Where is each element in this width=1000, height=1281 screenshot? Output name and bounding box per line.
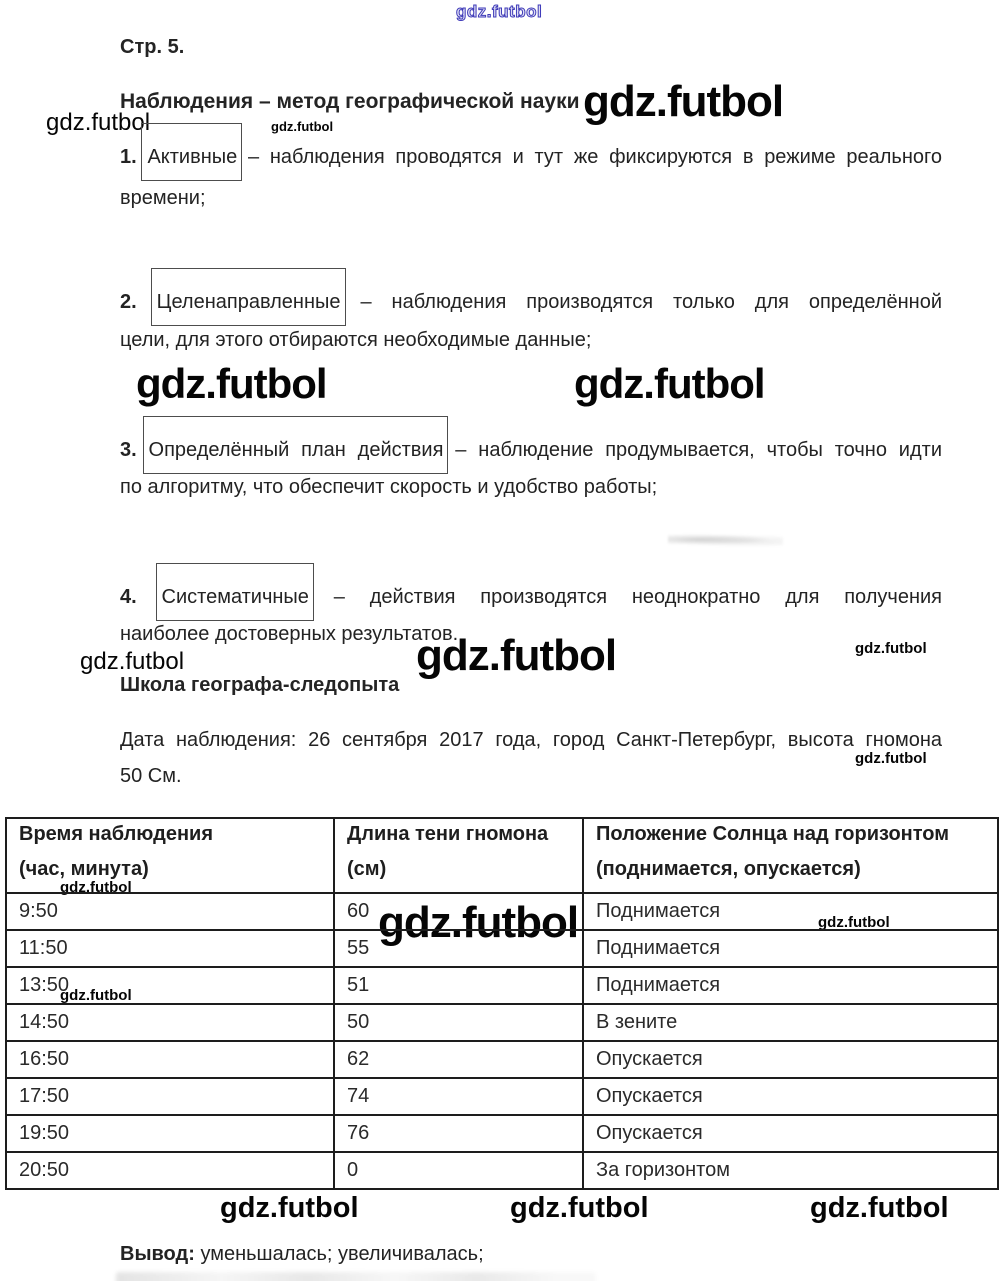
item-2-number: 2. — [120, 291, 137, 313]
conclusion-text: уменьшалась; увеличивалась; — [200, 1243, 484, 1265]
page-title: Наблюдения – метод географической науки — [120, 90, 580, 113]
table-row — [6, 1115, 998, 1152]
col-header-time-line-2: (час, минута) — [19, 858, 149, 880]
cell-time: 11:50 — [6, 930, 334, 967]
col-header-time — [6, 818, 334, 896]
table-row — [6, 1078, 998, 1115]
scan-artifact-ghost-line — [116, 1272, 596, 1281]
page-number-label: Стр. 5. — [120, 36, 185, 58]
cell-shadow: 0 — [334, 1152, 583, 1189]
item-2-term-boxed: Целенаправленные — [156, 291, 341, 313]
cell-position: В зените — [583, 1004, 998, 1041]
cell-position: Опускается — [583, 1115, 998, 1152]
gdz-futbol-watermark-table-large: gdz.futbol — [378, 898, 579, 947]
cell-shadow: 50 — [334, 1004, 583, 1041]
observation-table-header — [6, 818, 998, 896]
cell-position: За горизонтом — [583, 1152, 998, 1189]
item-1-number: 1. — [120, 146, 137, 168]
cell-time: 20:50 — [6, 1152, 334, 1189]
header-row — [6, 818, 998, 893]
gdz-futbol-watermark-table-b: gdz.futbol — [818, 914, 890, 931]
cell-shadow: 51 — [334, 967, 583, 1004]
col-header-shadow-line-2: (см) — [347, 858, 387, 880]
table-row — [6, 930, 998, 967]
gdz-futbol-watermark-bottom-1: gdz.futbol — [220, 1192, 359, 1224]
observation-table-body — [6, 893, 998, 1189]
gdz-futbol-watermark-left-upper: gdz.futbol — [46, 109, 151, 136]
cell-time: 16:50 — [6, 1041, 334, 1078]
observation-table — [5, 817, 999, 1190]
col-header-shadow-length — [334, 818, 583, 893]
item-4-line-2: наиболее достоверных результатов. — [120, 623, 459, 645]
cell-time: 17:50 — [6, 1078, 334, 1115]
cell-shadow: 55 — [334, 930, 583, 967]
gdz-futbol-watermark-right-a: gdz.futbol — [855, 640, 927, 657]
col-header-sun-line-1: Положение Солнца над горизонтом — [596, 823, 950, 845]
item-3-number: 3. — [120, 439, 137, 461]
gdz-futbol-watermark-left-lower: gdz.futbol — [80, 648, 185, 675]
table-row — [6, 1152, 998, 1189]
gdz-futbol-watermark-small-upper: gdz.futbol — [271, 119, 334, 134]
item-1-term-boxed: Активные — [147, 146, 238, 168]
conclusion-label: Вывод: — [120, 1243, 195, 1265]
cell-position: Опускается — [583, 1078, 998, 1115]
table-row — [6, 1041, 998, 1078]
table-row — [6, 893, 998, 930]
cell-shadow: 60 — [334, 893, 583, 930]
gdz-futbol-watermark-top: gdz.futbol — [456, 2, 543, 21]
item-3-definition: – наблюдение продумывается, чтобы точно идти — [455, 439, 942, 461]
school-section-heading: Школа географа-следопыта — [120, 674, 400, 696]
cell-position: Опускается — [583, 1041, 998, 1078]
cell-shadow: 76 — [334, 1115, 583, 1152]
gdz-futbol-watermark-right-b: gdz.futbol — [855, 750, 927, 767]
table-row — [6, 967, 998, 1004]
scan-artifact-smudge — [668, 534, 783, 546]
cell-position: Поднимается — [583, 967, 998, 1004]
gdz-futbol-watermark-table-a: gdz.futbol — [60, 879, 132, 896]
item-4-line-1 — [120, 586, 942, 609]
item-1-line-1 — [120, 146, 942, 169]
conclusion-line — [120, 1243, 942, 1266]
table-row — [6, 1004, 998, 1041]
item-1-line-2: времени; — [120, 187, 206, 209]
cell-position: Поднимается — [583, 893, 998, 930]
gdz-futbol-watermark-mid-right: gdz.futbol — [574, 360, 765, 407]
col-header-sun-line-2: (поднимается, опускается) — [596, 858, 861, 880]
item-3-term-boxed: Определённый план действия — [148, 439, 444, 461]
col-header-sun-position — [583, 818, 998, 893]
item-3-line-2: по алгоритму, что обеспечит скорость и удобство работы; — [120, 476, 658, 498]
item-2-line-2: цели, для этого отбираются необходимые данные; — [120, 329, 592, 351]
item-4-definition: – действия производятся неоднократно для получения — [333, 586, 942, 608]
item-2-line-1 — [120, 291, 942, 314]
cell-shadow: 62 — [334, 1041, 583, 1078]
gdz-futbol-watermark-heading: gdz.futbol — [583, 77, 784, 126]
gdz-futbol-watermark-bottom-2: gdz.futbol — [510, 1192, 649, 1224]
cell-time: 13:50 — [6, 967, 334, 1004]
gdz-futbol-watermark-bottom-3: gdz.futbol — [810, 1192, 949, 1224]
gdz-futbol-watermark-mid-left: gdz.futbol — [136, 360, 327, 407]
gdz-futbol-watermark-table-c: gdz.futbol — [60, 987, 132, 1004]
item-4-number: 4. — [120, 586, 137, 608]
col-header-time-line-1: Время наблюдения — [19, 823, 213, 845]
item-1-definition: – наблюдения проводятся и тут же фиксируются в режиме реального — [248, 146, 942, 168]
item-2-definition: – наблюдения производятся только для определённой — [360, 291, 943, 313]
cell-time: 14:50 — [6, 1004, 334, 1041]
item-4-term-boxed: Систематичные — [161, 586, 309, 608]
cell-time: 9:50 — [6, 893, 334, 930]
item-3-line-1 — [120, 439, 942, 462]
cell-time: 19:50 — [6, 1115, 334, 1152]
col-header-shadow-line-1: Длина тени гномона — [347, 823, 549, 845]
gdz-futbol-watermark-center: gdz.futbol — [416, 631, 617, 680]
observation-date-line-1: Дата наблюдения: 26 сентября 2017 года, город Санкт-Петербург, высота гномона — [120, 729, 942, 751]
cell-position: Поднимается — [583, 930, 998, 967]
cell-shadow: 74 — [334, 1078, 583, 1115]
observation-date-line-2: 50 См. — [120, 765, 182, 787]
